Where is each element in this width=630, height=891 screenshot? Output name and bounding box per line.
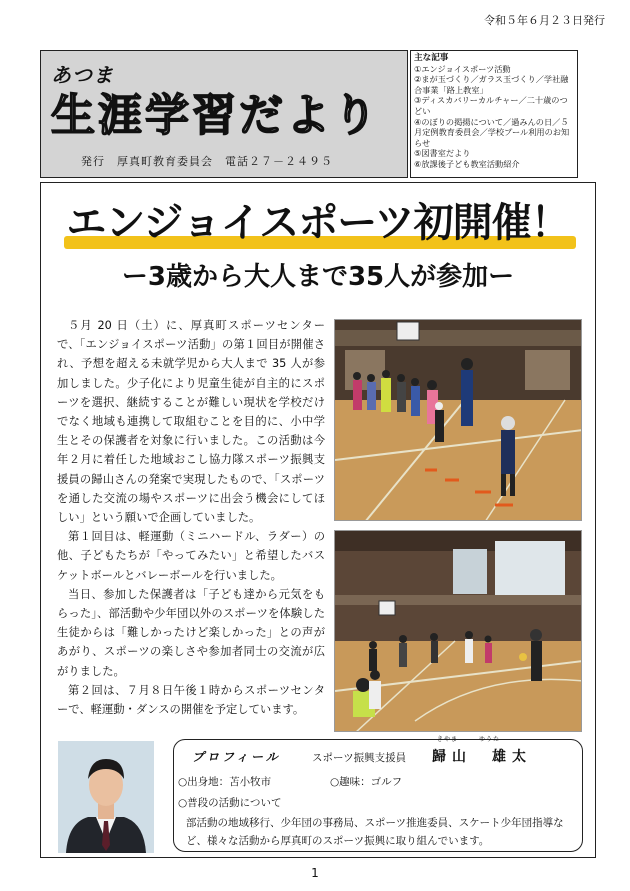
profile-box xyxy=(173,736,583,852)
masthead xyxy=(40,50,408,178)
profile-name: 歸山 雄太 xyxy=(432,749,532,765)
portrait-illustration xyxy=(58,741,154,853)
contents-item: ②まが玉づくり／ガラス玉づくり／学社融合事業「路上教室」 xyxy=(414,74,569,95)
article-paragraph: 第２回は、７月８日午後１時からスポーツセンターで、軽運動・ダンスの開催を予定しています。 xyxy=(57,683,325,717)
ball-games-illustration xyxy=(335,531,582,732)
profile-birthplace: ○出身地：苫小牧市 xyxy=(178,776,272,788)
portrait-photo xyxy=(58,741,154,853)
publisher-line: 発行 厚真町教育委員会 電話２７－２４９５ xyxy=(81,155,333,168)
name-ruby-family: きやま xyxy=(437,736,459,743)
name-ruby-given: ゆうた xyxy=(479,736,501,743)
profile-hobby: ○趣味：ゴルフ xyxy=(330,776,403,788)
article-paragraph: 当日、参加した保護者は「子ども達から元気をもらった」、部活動や少年団以外のスポーツを体験した生徒からは「難しかったけど楽しかった」との声があがり、スポーツの楽しさや参加者同士の交流が広がりました。 xyxy=(57,587,325,678)
profile-activity-heading: ○普段の活動について xyxy=(178,797,282,809)
newsletter-title: 生涯学習だより xyxy=(51,90,380,141)
article-paragraph: 第１回目は、軽運動（ミニハードル、ラダー）の他、子どもたちが「やってみたい」と希望したバスケットボールとバレーボールを行いました。 xyxy=(57,530,325,582)
hurdle-activity-photo xyxy=(334,319,582,521)
profile-activity-text: 部活動の地域移行、少年団の事務局、スポーツ推進委員、スケート少年団指導など、様々な活動から厚真町のスポーツ振興に取り組んでいます。 xyxy=(186,817,564,847)
contents-item: ④のぼりの掲揚について／過みんの日／５月定例教育委員会／学校プール利用のお知らせ xyxy=(414,116,570,148)
contents-item: ③ディスカバリーカルチャー／二十歳のつどい xyxy=(414,95,568,116)
issue-date: 令和５年６月２３日発行 xyxy=(484,14,605,27)
article-paragraph: ５月 20 日（土）に、厚真町スポーツセンターで、「エンジョイスポーツ活動」の第１回目が開催され、予想を超える未就学児から大人まで 35 人が参加しました。少子化により児童生徒が自主的にスポーツを選択、継続することが難しい現状を学校だけでなく地域も連携して取組むことを目的に、小中学生とその保護者を対象に行いました。この活動は今年２月に着任した地域おこし協力隊スポーツ振興支援員の歸山さんの発案で実現したもので、「スポーツを通した交流の場やスポーツに出会う機会にしてほしい」という願いで企画していました。 xyxy=(57,319,325,525)
profile-heading: プロフィール xyxy=(192,750,281,764)
profile-role: スポーツ振興支援員 xyxy=(312,752,407,764)
ball-games-photo xyxy=(334,530,582,732)
article-headline: エンジョイスポーツ初開催！ xyxy=(66,200,570,246)
contents-item: ①エンジョイスポーツ活動 xyxy=(414,63,511,74)
contents-list xyxy=(414,64,574,170)
contents-item: ⑤図書室だより xyxy=(414,148,471,159)
newsletter-subtitle: あつま xyxy=(51,63,114,87)
contents-heading: 主な記事 xyxy=(414,53,449,63)
hurdle-activity-illustration xyxy=(335,320,582,521)
contents-box xyxy=(410,50,578,178)
article-subheadline: ー3歳から大人まで35人が参加ー xyxy=(121,262,515,292)
page-number: 1 xyxy=(311,866,319,880)
article-body xyxy=(57,316,325,719)
contents-item: ⑥放課後子ども教室活動紹介 xyxy=(414,158,520,169)
